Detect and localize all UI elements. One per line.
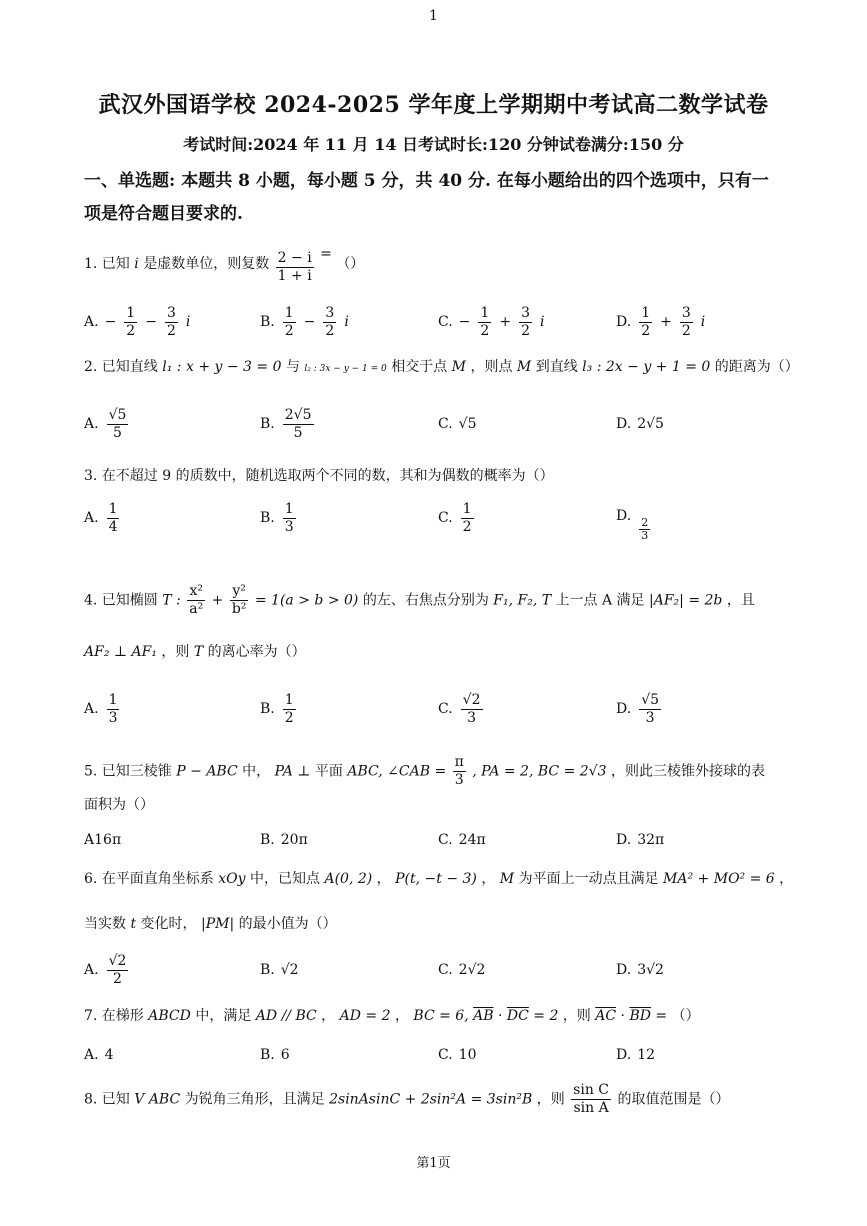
q8-mid: 为锐角三角形，且满足: [184, 1091, 325, 1108]
q2-point-m-2: M: [516, 359, 532, 375]
option-label: A.: [84, 416, 99, 432]
q7-options: [84, 1033, 804, 1077]
frac-num: 1: [480, 304, 490, 321]
option-unit: i: [344, 314, 349, 330]
frac-num: 1: [126, 304, 136, 321]
q1-option-c[interactable]: [438, 300, 544, 344]
q2-option-b[interactable]: [260, 402, 316, 446]
q1-frac-den: 1 + i: [277, 268, 312, 284]
frac-den: 2: [113, 970, 122, 987]
q1-paren: （）: [336, 256, 365, 272]
option-frac-1: [124, 305, 137, 340]
frac-den: 3: [284, 518, 294, 535]
q4-frac-x: [187, 583, 205, 618]
q2-with: 与: [285, 359, 300, 375]
option-label: A.: [84, 701, 99, 717]
frac-den: 2: [325, 322, 335, 339]
question-2: [84, 356, 804, 380]
option-frac-2: [323, 305, 336, 340]
frac-den: 2: [681, 322, 691, 339]
frac-num: 2√5: [284, 406, 312, 423]
q4-end: ，且: [726, 592, 755, 609]
option-label: C.: [438, 832, 453, 848]
option-frac-2: [519, 305, 532, 340]
option-label: C.: [438, 416, 453, 432]
option-frac: [107, 692, 120, 727]
q4-plus: +: [211, 592, 224, 609]
q5-option-d[interactable]: [616, 818, 664, 862]
option-value: 20π: [280, 832, 308, 848]
q6-point-a: A(0, 2): [324, 871, 373, 887]
question-8: [84, 1082, 804, 1117]
frac-num: √2: [462, 691, 481, 708]
option-value: 10: [458, 1047, 477, 1063]
option-value: √2: [280, 962, 299, 978]
frac-den: 3: [641, 528, 649, 542]
frac-den: 4: [108, 518, 118, 535]
q5-end: ，则此三棱锥外接球的表: [610, 763, 765, 780]
section-line-1: 一、单选题: 本题共 8 小题，每小题 5 分，共 40 分. 在每小题给出的四个选项中，只有一: [84, 171, 769, 191]
frac-num: 2: [641, 515, 649, 529]
q1-i: i: [134, 256, 139, 272]
option-frac: [639, 517, 650, 542]
q7-comma-1: ，: [321, 1008, 336, 1024]
frac-den: 2: [521, 322, 530, 339]
frac-num: 3: [325, 304, 335, 321]
option-value: 2√5: [637, 416, 664, 432]
q7-option-c[interactable]: [438, 1033, 477, 1077]
q2-option-c[interactable]: [438, 402, 477, 446]
q4-mid: 的左、右焦点分别为: [362, 592, 489, 609]
frac-den: 5: [293, 424, 303, 441]
option-value: 32π: [637, 832, 665, 848]
question-1: [84, 243, 804, 285]
q5-option-a[interactable]: [84, 818, 121, 862]
q6-end: ，: [779, 871, 794, 887]
q7-vector-dc: $\overline{DC}$: [506, 1008, 529, 1024]
option-label: A.: [84, 314, 99, 330]
option-label: A.: [84, 962, 99, 978]
frac-den: 3: [108, 709, 118, 726]
frac-den: 2: [641, 322, 651, 339]
q4-line2-end: 的离心率为（）: [207, 644, 306, 660]
q8-triangle: V ABC: [134, 1091, 181, 1108]
q6-mid: 中，已知点: [250, 871, 321, 887]
frac-den: 2: [166, 322, 176, 339]
question-4: [84, 583, 804, 618]
q6-line2-pre: 当实数: [84, 916, 126, 932]
q7-bc: BC = 6,: [413, 1008, 469, 1024]
q7-trapezoid: ABCD: [148, 1008, 191, 1024]
option-label: B.: [260, 701, 275, 717]
q7-parallel: AD // BC: [255, 1008, 317, 1024]
frac-num: y²: [232, 583, 246, 599]
frac-den: 2: [284, 322, 294, 339]
option-frac: [461, 501, 474, 536]
q3-option-a[interactable]: [84, 496, 121, 540]
frac-num: 1: [108, 500, 118, 517]
question-4-line-2: [84, 641, 804, 663]
option-unit: i: [700, 314, 706, 330]
option-unit: i: [185, 314, 191, 330]
q1-option-d[interactable]: [616, 300, 705, 344]
question-6-line-2: [84, 913, 804, 935]
q7-pre: 7. 在梯形: [84, 1008, 144, 1024]
option-label: D.: [616, 962, 632, 978]
frac-num: 1: [284, 304, 294, 321]
option-value: 24π: [458, 832, 486, 848]
frac-den: b²: [231, 601, 247, 617]
q7-option-d[interactable]: [616, 1033, 655, 1077]
option-label: B.: [260, 416, 275, 432]
option-frac: [107, 407, 129, 442]
q5-option-c[interactable]: [438, 818, 486, 862]
q1-pre: 1. 已知: [84, 256, 130, 272]
q4-condition: = 1(a > b > 0): [254, 592, 359, 609]
frac-num: 3: [521, 304, 530, 321]
q6-option-b[interactable]: [260, 948, 299, 992]
q6-comma: ，: [376, 871, 391, 887]
option-frac-1: [639, 305, 652, 340]
option-op: −: [145, 314, 157, 330]
option-label: D.: [616, 508, 632, 524]
frac-den: 5: [113, 424, 122, 441]
q1-eq: =: [320, 246, 332, 262]
option-label: C.: [438, 314, 453, 330]
option-value: 2√2: [458, 962, 486, 978]
q2-mid2: ，则点: [470, 359, 513, 375]
option-frac: [283, 407, 314, 442]
option-op: +: [499, 314, 512, 330]
q7-mid: 中，满足: [195, 1008, 252, 1024]
q6-xoy: xOy: [218, 871, 246, 887]
option-label: B.: [260, 1047, 275, 1063]
option-sign: −: [458, 314, 471, 330]
frac-den: 2: [126, 322, 136, 339]
q2-point-m: M: [451, 359, 467, 375]
option-frac: [283, 501, 296, 536]
q5-options: [84, 818, 804, 862]
q2-mid3: 到直线: [535, 359, 578, 375]
q8-end: 的取值范围是（）: [617, 1091, 730, 1108]
option-label: B.: [260, 832, 275, 848]
frac-num: 1: [108, 691, 118, 708]
option-frac-2: [680, 305, 693, 340]
q2-pre: 2. 已知直线: [84, 359, 158, 375]
option-value: 4: [104, 1047, 114, 1063]
q7-vector-ac: $\overline{AC}$: [595, 1008, 617, 1024]
question-5: [84, 754, 804, 789]
q4-option-b[interactable]: [260, 687, 298, 731]
option-frac-1: [478, 305, 491, 340]
q5-mid: 中，: [242, 763, 271, 780]
frac-den: 3: [645, 709, 655, 726]
q5-pyramid: P − ABC: [176, 763, 238, 780]
frac-den: sin A: [573, 1100, 609, 1116]
q6-option-a[interactable]: [84, 948, 130, 992]
option-frac: [461, 692, 483, 727]
frac-num: √5: [641, 691, 660, 708]
q7-ad: AD = 2: [339, 1008, 391, 1024]
q2-mid: 相交于点: [391, 359, 448, 375]
q3-option-b[interactable]: [260, 496, 298, 540]
section-heading: [84, 165, 804, 231]
frac-den: 2: [480, 322, 490, 339]
q2-line-3: l₃ : 2x − y + 1 = 0: [582, 359, 711, 375]
option-frac: [639, 692, 661, 727]
q2-option-a[interactable]: [84, 402, 130, 446]
q7-dot: ·: [497, 1008, 503, 1024]
frac-num: 1: [284, 500, 294, 517]
q6-comma-2: ，: [481, 871, 496, 887]
q4-option-c[interactable]: [438, 687, 485, 731]
q7-comma-2: ，: [394, 1008, 409, 1024]
q5-plane: 平面: [314, 763, 343, 780]
frac-num: x²: [189, 583, 203, 599]
q6-condition: MA² + MO² = 6: [663, 871, 775, 887]
q1-option-b[interactable]: [260, 300, 349, 344]
q4-option-d[interactable]: [616, 687, 663, 731]
option-label: D.: [616, 1047, 632, 1063]
q8-then: ，则: [536, 1091, 565, 1108]
option-label: D.: [616, 832, 632, 848]
q4-abs: |AF₂| = 2b: [649, 592, 723, 609]
option-label: B.: [260, 962, 275, 978]
exam-subtitle: 考试时间:2024 年 11 月 14 日考试时长:120 分钟试卷满分:150 分: [183, 135, 684, 154]
q5-perp: PA ⊥: [274, 763, 311, 780]
frac-num: √2: [108, 952, 127, 969]
q6-option-c[interactable]: [438, 948, 485, 992]
q7-vector-bd: $\overline{BD}$: [629, 1008, 651, 1024]
option-frac-2: [165, 305, 178, 340]
q6-mid2: 为平面上一动点且满足: [518, 871, 659, 887]
q6-point-p: P(t, −t − 3): [395, 871, 477, 887]
q3-option-d[interactable]: [616, 496, 652, 540]
q7-option-b[interactable]: [260, 1033, 290, 1077]
q7-vector-ab: $\overline{AB}$: [473, 1008, 494, 1024]
q5-angle: ABC, ∠CAB =: [347, 763, 447, 780]
option-label: C.: [438, 962, 453, 978]
option-frac: [107, 501, 120, 536]
q5-option-b[interactable]: [260, 818, 308, 862]
option-label: D.: [616, 314, 632, 330]
q2-line-2: l₂ : 3x − y − 1 = 0: [304, 364, 387, 374]
q7-dot-2: ·: [620, 1008, 625, 1024]
frac-den: 3: [454, 772, 464, 788]
q6-point-m: M: [499, 871, 515, 887]
option-label: D.: [616, 416, 632, 432]
q7-option-a[interactable]: [84, 1033, 113, 1077]
q4-foci: F₁, F₂, T: [493, 592, 552, 609]
option-unit: i: [539, 314, 545, 330]
frac-num: 1: [462, 500, 472, 517]
q7-then: ，则: [562, 1008, 591, 1024]
q4-perp: AF₂ ⊥ AF₁: [84, 644, 157, 660]
q8-pre: 8. 已知: [84, 1091, 130, 1108]
exam-title: 武汉外国语学校 2024-2025 学年度上学期期中考试高二数学试卷: [98, 92, 769, 118]
q5-lengths: , PA = 2, BC = 2√3: [472, 763, 607, 780]
option-sign: −: [104, 314, 117, 330]
option-label: A.: [84, 1047, 99, 1063]
option-label: C.: [438, 1047, 453, 1063]
frac-num: 3: [681, 304, 691, 321]
frac-num: √5: [108, 406, 127, 423]
q6-line2-end: 的最小值为（）: [238, 916, 337, 932]
option-value: 16π: [94, 832, 122, 848]
q4-then: ，则: [161, 644, 190, 660]
q5-pi-frac: [453, 754, 466, 789]
q2-options: [84, 402, 804, 446]
section-line-2: 项是符合题目要求的.: [84, 204, 243, 224]
q7-eq-3: =: [655, 1008, 668, 1024]
question-7: [84, 1005, 804, 1027]
option-op: −: [303, 314, 316, 330]
q7-paren: （）: [671, 1008, 700, 1024]
q1-frac-num: 2 − i: [277, 250, 312, 266]
q4-mid2: 上一点 A 满足: [555, 592, 645, 609]
option-frac: [107, 953, 129, 988]
q4-ellipse-name: T :: [162, 592, 181, 609]
q1-fraction: [276, 250, 314, 285]
q3-options: [84, 496, 804, 540]
option-label: B.: [260, 510, 275, 526]
option-value: 12: [637, 1047, 656, 1063]
frac-den: 2: [462, 518, 472, 535]
page-top-number: 1: [429, 8, 438, 24]
q5-pre: 5. 已知三棱锥: [84, 763, 172, 780]
frac-den: a²: [189, 601, 204, 617]
option-op: +: [660, 314, 672, 330]
q6-option-d[interactable]: [616, 948, 664, 992]
q7-eq-2: = 2: [533, 1008, 559, 1024]
option-value: 6: [280, 1047, 290, 1063]
frac-num: 1: [284, 691, 294, 708]
q4-options: [84, 687, 804, 731]
q6-pre: 6. 在平面直角坐标系: [84, 871, 214, 887]
q4-option-a[interactable]: [84, 687, 121, 731]
frac-num: sin C: [573, 1082, 610, 1098]
option-frac-1: [283, 305, 296, 340]
frac-num: 1: [641, 304, 651, 321]
q3-option-c[interactable]: [438, 496, 476, 540]
q8-fraction: [571, 1082, 611, 1117]
q4-frac-y: [230, 583, 249, 618]
option-value: 3√2: [637, 962, 664, 978]
option-frac: [283, 692, 296, 727]
option-label: D.: [616, 701, 632, 717]
question-6: [84, 868, 804, 890]
option-label: C.: [438, 701, 453, 717]
question-3: 3. 在不超过 9 的质数中，随机选取两个不同的数，其和为偶数的概率为（）: [84, 468, 554, 484]
frac-num: 3: [166, 304, 176, 321]
q1-option-a[interactable]: [84, 300, 190, 344]
option-value: √5: [458, 416, 477, 432]
q4-pre: 4. 已知椭圆: [84, 592, 158, 609]
q8-condition: 2sinAsinC + 2sin²A = 3sin²B: [329, 1091, 533, 1108]
option-label: B.: [260, 314, 275, 330]
q2-line-1: l₁ : x + y − 3 = 0: [162, 359, 282, 375]
q4-ellipse-name-2: T: [193, 644, 204, 660]
option-label: A: [84, 832, 95, 848]
q6-t: t: [130, 916, 137, 932]
q2-end: 的距离为（）: [714, 359, 799, 375]
question-5-line-2: 面积为（）: [84, 797, 154, 813]
frac-den: 2: [284, 709, 294, 726]
q1-options: [84, 300, 804, 344]
q1-mid: 是虚数单位，则复数: [143, 256, 270, 272]
q6-line2-mid: 变化时，: [140, 916, 197, 932]
option-label: A.: [84, 510, 99, 526]
option-label: C.: [438, 510, 453, 526]
page-footer: 第1页: [416, 1156, 451, 1171]
frac-den: 3: [467, 709, 477, 726]
frac-num: π: [454, 754, 464, 770]
q2-option-d[interactable]: [616, 402, 664, 446]
q6-options: [84, 948, 804, 992]
q6-pm: |PM|: [201, 916, 235, 932]
